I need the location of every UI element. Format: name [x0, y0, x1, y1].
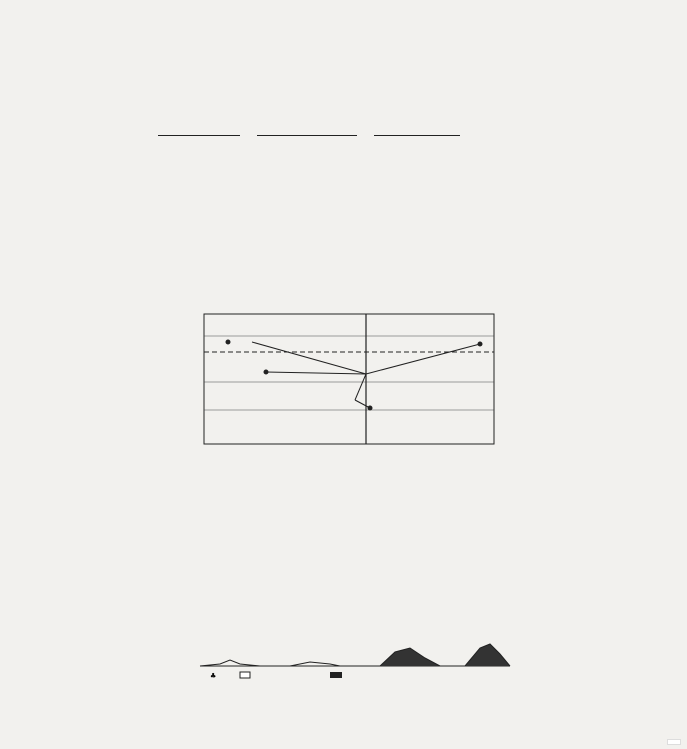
diffusion-arrow — [252, 342, 366, 374]
watermark — [8, 545, 14, 580]
class-field[interactable] — [158, 135, 240, 136]
profile-4 — [465, 644, 510, 666]
student-info — [158, 118, 460, 136]
point-marker — [368, 406, 372, 410]
diffusion-arrow — [366, 344, 480, 374]
watermark — [8, 225, 14, 260]
profile-3 — [380, 648, 440, 666]
profile-2 — [290, 662, 340, 666]
diffusion-arrow — [355, 400, 370, 408]
diffusion-arrow — [266, 372, 366, 374]
watermark — [480, 225, 486, 260]
diffusion-arrow — [355, 374, 366, 400]
point-marker — [264, 370, 268, 374]
watermark — [480, 545, 486, 580]
point-marker — [478, 342, 482, 346]
watermark — [480, 58, 486, 93]
watermark — [8, 58, 14, 93]
legend-ocean-swatch — [330, 672, 342, 678]
watermark — [8, 385, 14, 420]
site-logo[interactable] — [667, 739, 681, 745]
point-marker — [226, 340, 230, 344]
id-field[interactable] — [374, 135, 460, 136]
map-grid — [204, 336, 494, 410]
profile-diagram — [180, 624, 540, 684]
profile-1 — [200, 660, 260, 666]
legend-land-swatch — [240, 672, 250, 678]
rubber-map — [180, 302, 540, 462]
legend-forest-icon: ♣ — [210, 672, 217, 680]
name-field[interactable] — [257, 135, 357, 136]
